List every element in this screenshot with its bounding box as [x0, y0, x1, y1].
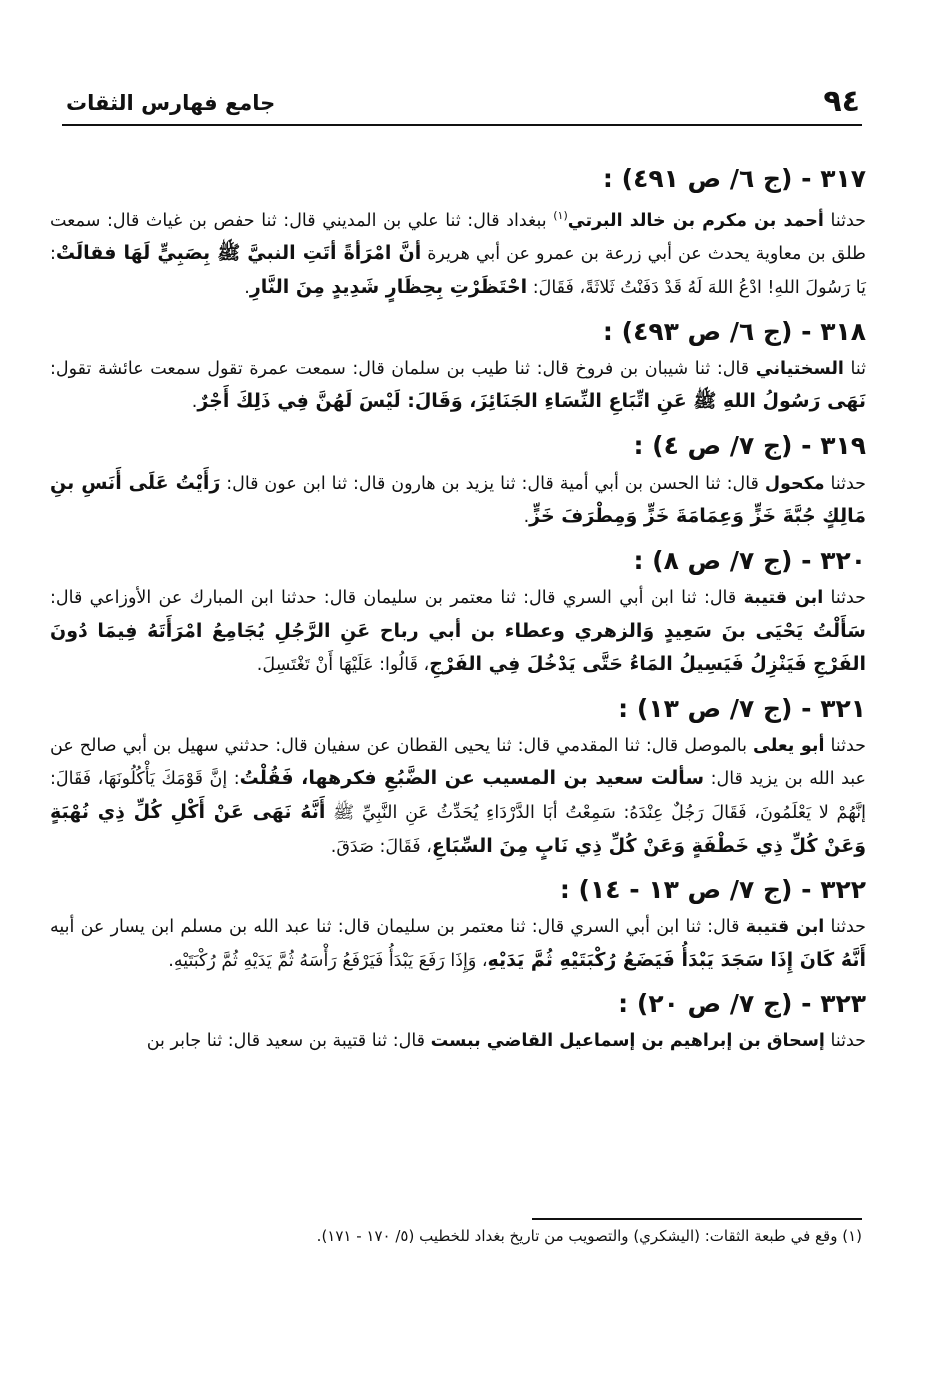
- entry-text: [50, 1025, 866, 1058]
- entry-heading: ٣١٩ - (ج ٧/ ص ٤) :: [633, 430, 866, 460]
- entry-text-segment: حدثنا: [824, 735, 866, 756]
- entry-text-segment: حدثنا: [823, 210, 867, 231]
- entry-text: [50, 200, 866, 305]
- hadith-matn: سَأَلْتُ يَحْيَى بنَ سَعِيدٍ وَالزهري وعطاء بن أبي رباح عَنِ الرَّجُلِ يُجَامِعُ امْرَأَتَهُ فِيمَا دُونَ الفَرْجِ فَيَنْزِلُ فَيَسِيلُ المَاءُ حَتَّى يَدْخُلَ فِي الفَرْجِ: [50, 619, 866, 676]
- entry-text: [50, 467, 866, 534]
- hadith-matn: احْتَظَرْتِ بِحِظَارٍ شَدِيدٍ مِنَ النَّارِ: [249, 276, 528, 299]
- entry-text: [50, 353, 866, 419]
- document-body: [50, 160, 866, 1066]
- entry-text-segment: : يَا رَسُولَ اللهِ! ادْعُ اللهَ لَهُ قَدْ دَفَنْتُ ثَلاثَةً، فَقَالَ:: [50, 244, 866, 299]
- narrator-name: إسحاق بن إبراهيم بن إسماعيل القاضي ببست: [430, 1031, 825, 1052]
- hadith-matn: رَأَيْتُ عَلَى أَنَسِ بنِ مَالِكٍ جُبَّةَ خَزٍّ وَعِمَامَةَ خَزٍّ وَمِطْرَفَ خَزٍّ: [50, 471, 866, 528]
- entry-text-segment: حدثنا: [823, 587, 866, 608]
- narrator-name: ابن قتيبة: [745, 917, 825, 938]
- entry-text-segment: قال: ثنا قتيبة بن سعيد قال: ثنا جابر بن: [146, 1031, 431, 1052]
- entry-text-segment: .: [244, 278, 250, 299]
- hadith-entry: [50, 690, 866, 863]
- entry-text: [50, 911, 866, 977]
- entry-text-segment: ، فَقَالَ: صَدَقَ.: [330, 836, 432, 857]
- entry-text-segment: قال: ثنا ابن أبي السري قال: ثنا معتمر بن سليمان قال: ثنا عبد الله بن مسلم ابن يسار عن أبيه: [50, 917, 746, 938]
- entry-text-segment: قال: ثنا الحسن بن أبي أمية قال: ثنا يزيد بن هارون قال: ثنا ابن عون قال:: [220, 473, 765, 494]
- entry-text-segment: ، قَالُوا: عَلَيْهَا أَنْ تَغْتَسِلَ.: [256, 655, 430, 676]
- entry-heading: ٣٢٠ - (ج ٧/ ص ٨) :: [633, 545, 866, 575]
- entry-text-segment: حدثنا: [824, 473, 866, 494]
- narrator-name: أحمد بن مكرم بن خالد البرتي: [567, 210, 824, 231]
- hadith-entry: [50, 871, 866, 977]
- hadith-matn: سألت سعيد بن المسيب عن الضَّبُعِ فكرهها، فَقُلْتُ: [239, 767, 705, 790]
- footnote: (١) وقع في طبعة الثقات: (اليشكري) والتصويب من تاريخ بغداد للخطيب (٥/ ١٧٠ - ١٧١).: [316, 1227, 862, 1245]
- footnotes-section: [62, 1218, 862, 1248]
- entry-text-segment: حدثنا: [824, 1031, 866, 1052]
- hadith-entry: [50, 542, 866, 682]
- entry-heading: ٣٢٣ - (ج ٧/ ص ٢٠) :: [618, 989, 866, 1019]
- page-header: [62, 84, 862, 126]
- entry-text: [50, 730, 866, 863]
- entry-text-segment: .: [191, 392, 198, 413]
- running-title: جامع فهارس الثقات: [66, 91, 276, 115]
- footnote-ref: (١): [553, 209, 568, 222]
- entry-heading: ٣٢١ - (ج ٧/ ص ١٣) :: [618, 693, 866, 723]
- entry-text: [50, 582, 866, 682]
- hadith-entry: [50, 313, 866, 419]
- entry-text-segment: قال: ثنا ابن أبي السري قال: ثنا معتمر بن سليمان قال: حدثنا ابن المبارك عن الأوزاعي قال:: [50, 587, 744, 608]
- entry-text-segment: : إنَّ قَوْمَكَ يَأْكُلُونَهَا، فَقَالَ: إنَّهُمْ لا يَعْلَمُونَ، فَقَالَ رَجُلٌ عِنْدَهُ: سَمِعْتُ أبَا الدَّرْدَاءِ يُحَدِّثُ عَنِ النَّبِيِّ ﷺ: [50, 769, 867, 823]
- hadith-matn: أَنَّهُ نَهَى عَنْ أَكْلِ كُلِّ ذِي نُهْبَةٍ وَعَنْ كُلِّ ذِي خَطْفَةٍ وَعَنْ كُلِّ ذِي نَابٍ مِنَ السِّبَاعِ: [50, 800, 866, 857]
- entry-text-segment: قال: ثنا شيبان بن فروخ قال: ثنا طيب بن سلمان قال: سمعت عمرة تقول سمعت عائشة تقول:: [50, 358, 756, 379]
- hadith-entry: [50, 985, 866, 1058]
- hadith-entry: [50, 160, 866, 305]
- hadith-matn: نَهَى رَسُولُ اللهِ ﷺ عَنِ اتِّبَاعِ النِّسَاءِ الجَنَائِزَ، وَقَالَ: لَيْسَ لَهُنَّ فِي ذَلِكَ أَجْرٌ: [197, 390, 866, 413]
- entry-text-segment: حدثنا: [824, 917, 867, 938]
- entry-text-segment: بالموصل قال: ثنا المقدمي قال: ثنا يحيى القطان عن سفيان قال: حدثني سهيل بن أبي صالح عن عبد الله بن يزيد قال:: [50, 735, 866, 790]
- entry-text-segment: ببغداد قال: ثنا علي بن المديني قال: ثنا حفص بن غياث قال: سمعت طلق بن معاوية يحدث عن أبي زرعة بن عمرو عن أبي هريرة: [50, 210, 866, 265]
- narrator-name: السختياني: [755, 358, 844, 379]
- entry-heading: ٣١٨ - (ج ٦/ ص ٤٩٣) :: [602, 316, 866, 346]
- hadith-matn: أَنَّهُ كَانَ إِذَا سَجَدَ يَبْدَأُ فَيَضَعُ رُكْبَتَيْهِ ثُمَّ يَدَيْهِ: [487, 948, 866, 971]
- entry-text-segment: ، وَإِذَا رَفَعَ يَبْدَأُ فَيَرْفَعُ رَأْسَهُ ثُمَّ يَدَيْهِ ثُمَّ رُكْبَتَيْهِ.: [168, 950, 488, 971]
- page-number: ٩٤: [823, 84, 860, 119]
- narrator-name: مكحول: [764, 473, 825, 494]
- narrator-name: أبو يعلى: [753, 735, 825, 756]
- entry-text-segment: ثنا: [843, 358, 867, 379]
- footnote-divider: [532, 1218, 862, 1220]
- entry-heading: ٣١٧ - (ج ٦/ ص ٤٩١) :: [602, 164, 866, 193]
- entry-heading: ٣٢٢ - (ج ٧/ ص ١٣ - ١٤) :: [559, 875, 866, 905]
- hadith-matn: أنَّ امْرَأةً أتَتِ النبيَّ ﷺ بِصَبِيٍّ لَهَا فقالَتْ: [55, 242, 422, 265]
- narrator-name: ابن قتيبة: [743, 587, 824, 608]
- hadith-entry: [50, 427, 866, 534]
- entry-text-segment: .: [523, 507, 530, 528]
